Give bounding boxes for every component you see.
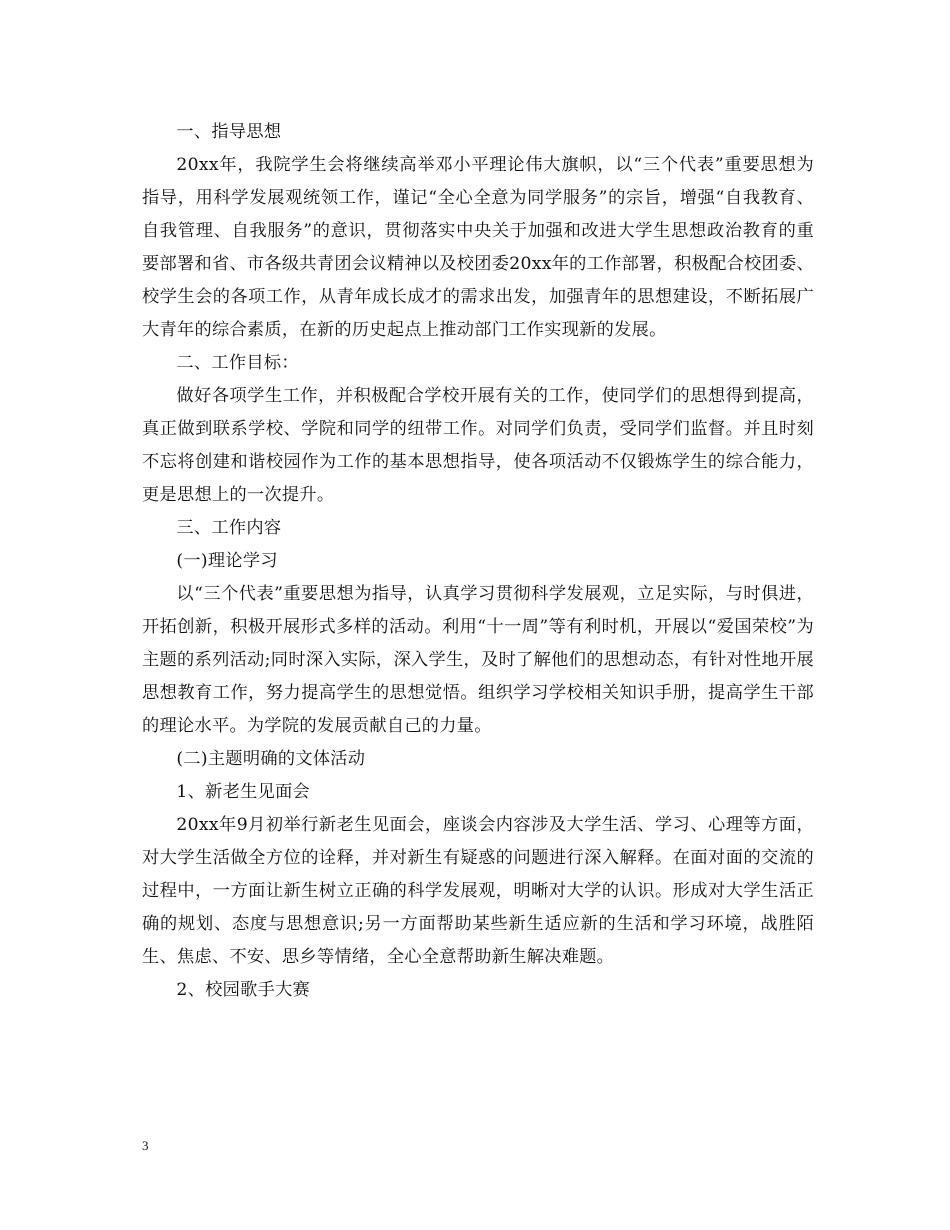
paragraph-theory-study: 以“三个代表”重要思想为指导，认真学习贯彻科学发展观，立足实际，与时俱进，开拓创新，积极开展形式多样的活动。利用“十一周”等有利时机，开展以“爱国荣校”为主题的系列活动;同时深入实际，深入学生，及时了解他们的思想动态，有针对性地开展思想教育工作，努力提高学生的思想觉悟。组织学习学校相关知识手册，提高学生干部的理论水平。为学院的发展贡献自己的力量。 <box>142 584 814 736</box>
item-heading-freshman-meeting: 1、新老生见面会 <box>176 782 311 802</box>
paragraph-freshman-meeting: 20xx年9月初举行新老生见面会，座谈会内容涉及大学生活、学习、心理等方面，对大学生活做全方位的诠释，并对新生有疑惑的问题进行深入解释。在面对面的交流的过程中，一方面让新生树立正确的科学发展观，明晰对大学的认识。形成对大学生活正确的规划、态度与思想意识;另一方面帮助某些新生适应新的生活和学习环境，战胜陌生、焦虑、不安、思乡等情绪，全心全意帮助新生解决难题。 <box>142 815 814 967</box>
item-heading-singer-contest: 2、校园歌手大赛 <box>176 980 311 1000</box>
paragraph-guiding-ideology: 20xx年，我院学生会将继续高举邓小平理论伟大旗帜，以“三个代表”重要思想为指导，用科学发展观统领工作，谨记“全心全意为同学服务”的宗旨，增强“自我教育、自我管理、自我服务”的意识，贯彻落实中央关于加强和改进大学生思想政治教育的重要部署和省、市各级共青团会议精神以及校团委20xx年的工作部署，积极配合校团委、校学生会的各项工作，从青年成长成才的需求出发，加强青年的思想建设，不断拓展广大青年的综合素质，在新的历史起点上推动部门工作实现新的发展。 <box>142 155 815 340</box>
section-heading-work-goals: 二、工作目标： <box>176 353 299 373</box>
subheading-theory-study: (一)理论学习 <box>176 551 278 571</box>
section-heading-guiding-ideology: 一、指导思想 <box>176 122 282 142</box>
paragraph-work-goals: 做好各项学生工作，并积极配合学校开展有关的工作，使同学们的思想得到提高，真正做到联系学校、学院和同学的纽带工作。对同学们负责，受同学们监督。并且时刻不忘将创建和谐校园作为工作的基本思想指导，使各项活动不仅锻炼学生的综合能力，更是思想上的一次提升。 <box>142 386 814 505</box>
page-number: 3 <box>142 1138 149 1153</box>
subheading-cultural-activities: (二)主题明确的文体活动 <box>176 749 366 769</box>
document-body <box>142 116 814 1007</box>
section-heading-work-content: 三、工作内容 <box>176 518 282 538</box>
